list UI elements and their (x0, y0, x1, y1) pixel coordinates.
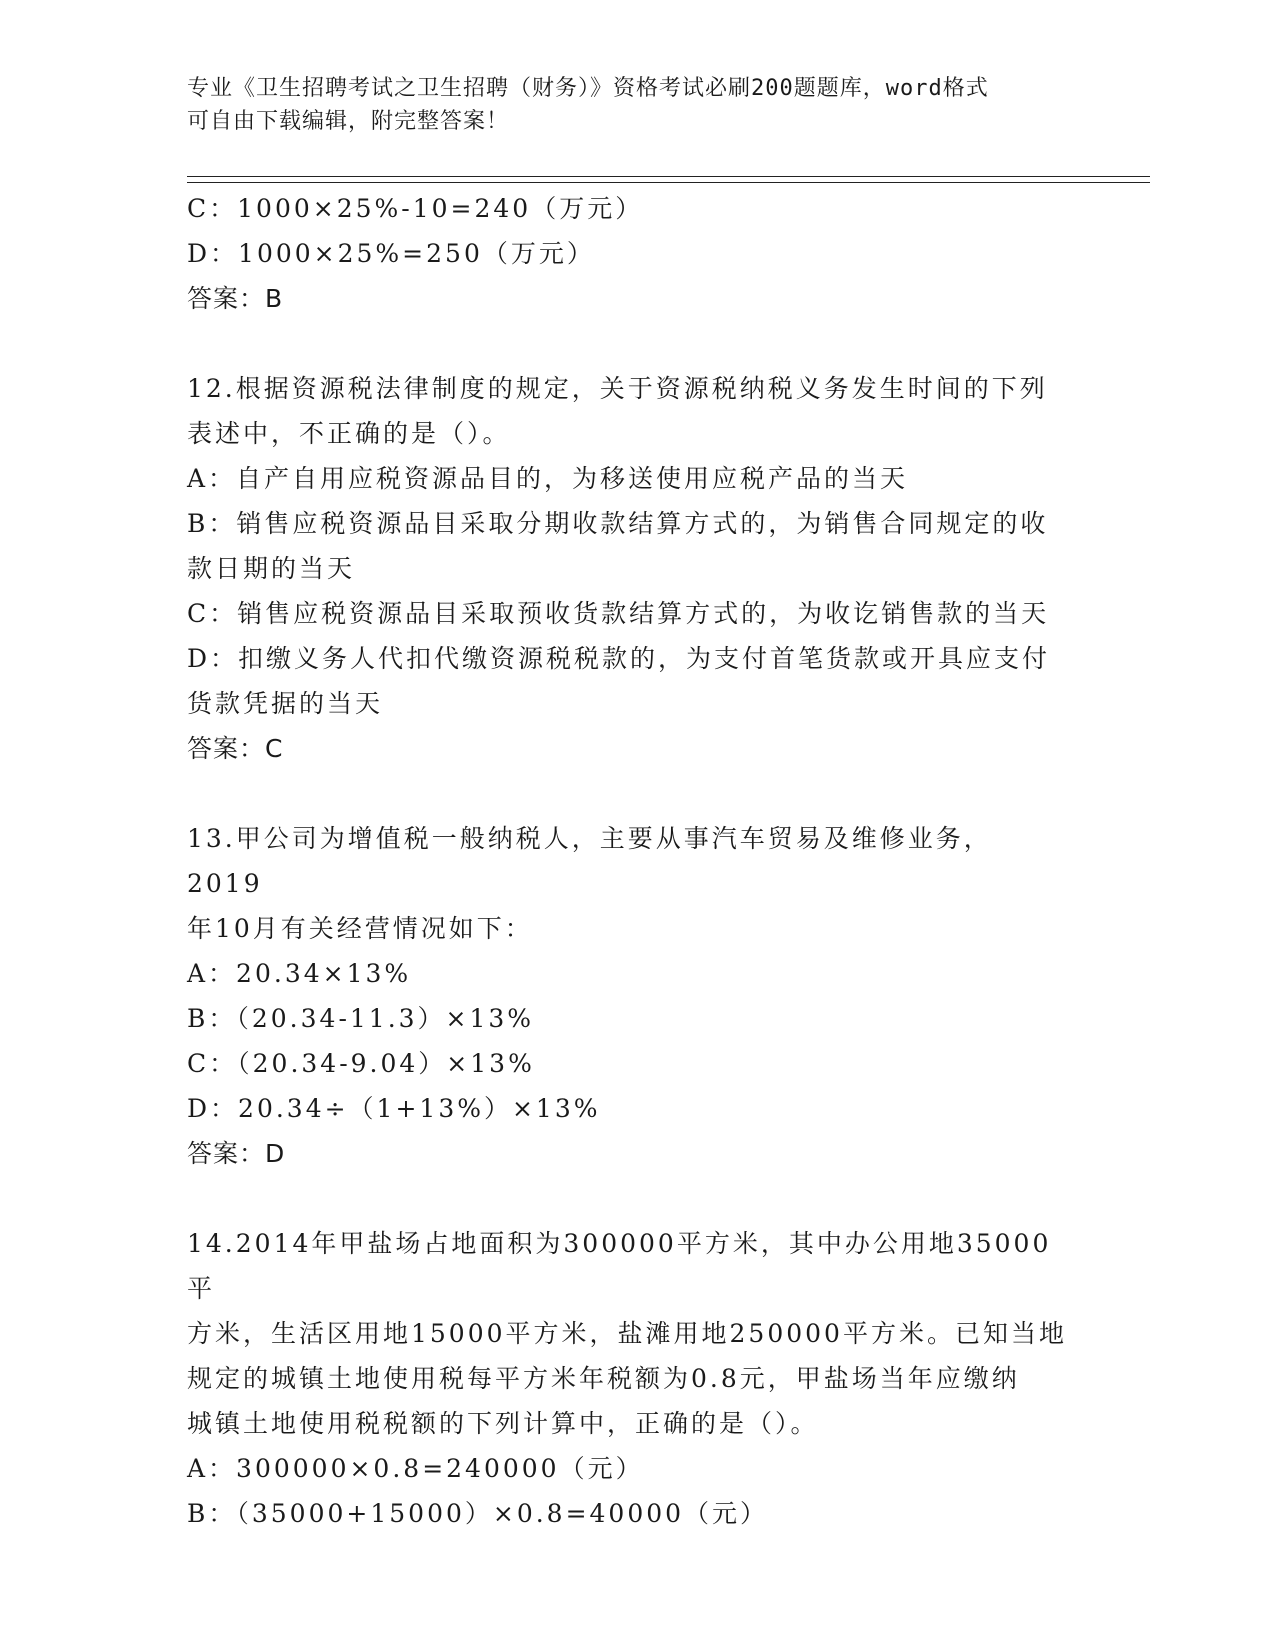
option-c: C：（20.34-9.04）×13% (187, 1049, 535, 1078)
option-b: B：（20.34-11.3）×13% (187, 1004, 535, 1033)
question-14 (187, 1221, 1067, 1536)
document-header (187, 72, 1087, 138)
option-b: B：（35000+15000）×0.8=40000（元） (187, 1499, 769, 1528)
option-d: D：1000×25%=250（万元） (187, 239, 595, 268)
header-divider-top (187, 176, 1150, 177)
option-c: C：1000×25%-10=240（万元） (187, 194, 644, 223)
header-divider-bottom (187, 182, 1150, 183)
question-11-tail (187, 186, 1067, 321)
question-stem: 14.2014年甲盐场占地面积为300000平方米，其中办公用地35000平 (187, 1229, 1052, 1303)
question-13 (187, 816, 1067, 1176)
question-stem-cont: 方米，生活区用地15000平方米，盐滩用地250000平方米。已知当地 (187, 1319, 1067, 1348)
question-stem-cont: 表述中，不正确的是（）。 (187, 419, 511, 448)
spacer (187, 1176, 1067, 1221)
option-c: C：销售应税资源品目采取预收货款结算方式的，为收讫销售款的当天 (187, 599, 1050, 628)
document-body (187, 186, 1067, 1536)
question-stem-cont: 城镇土地使用税税额的下列计算中，正确的是（）。 (187, 1409, 819, 1438)
option-d: D：扣缴义务人代扣代缴资源税税款的，为支付首笔货款或开具应支付 (187, 644, 1051, 673)
option-a: A：20.34×13% (187, 959, 412, 988)
option-b-cont: 款日期的当天 (187, 554, 356, 583)
question-stem: 12.根据资源税法律制度的规定，关于资源税纳税义务发生时间的下列 (187, 374, 1048, 403)
question-12 (187, 366, 1067, 771)
header-line-1: 专业《卫生招聘考试之卫生招聘（财务）》资格考试必刷200题题库，word格式 (187, 76, 989, 101)
header-line-2: 可自由下载编辑，附完整答案！ (187, 109, 510, 134)
answer-label: 答案：B (187, 284, 284, 313)
option-a: A：300000×0.8=240000（元） (187, 1454, 644, 1483)
option-d-cont: 货款凭据的当天 (187, 689, 384, 718)
answer-label: 答案：D (187, 1139, 286, 1168)
question-stem: 13.甲公司为增值税一般纳税人，主要从事汽车贸易及维修业务，2019 (187, 824, 992, 898)
answer-label: 答案：C (187, 734, 284, 763)
option-d: D：20.34÷（1+13%）×13% (187, 1094, 601, 1123)
option-b: B：销售应税资源品目采取分期收款结算方式的，为销售合同规定的收 (187, 509, 1049, 538)
spacer (187, 771, 1067, 816)
spacer (187, 321, 1067, 366)
question-stem-cont: 年10月有关经营情况如下： (187, 914, 533, 943)
question-stem-cont: 规定的城镇土地使用税每平方米年税额为0.8元，甲盐场当年应缴纳 (187, 1364, 1020, 1393)
option-a: A：自产自用应税资源品目的，为移送使用应税产品的当天 (187, 464, 909, 493)
